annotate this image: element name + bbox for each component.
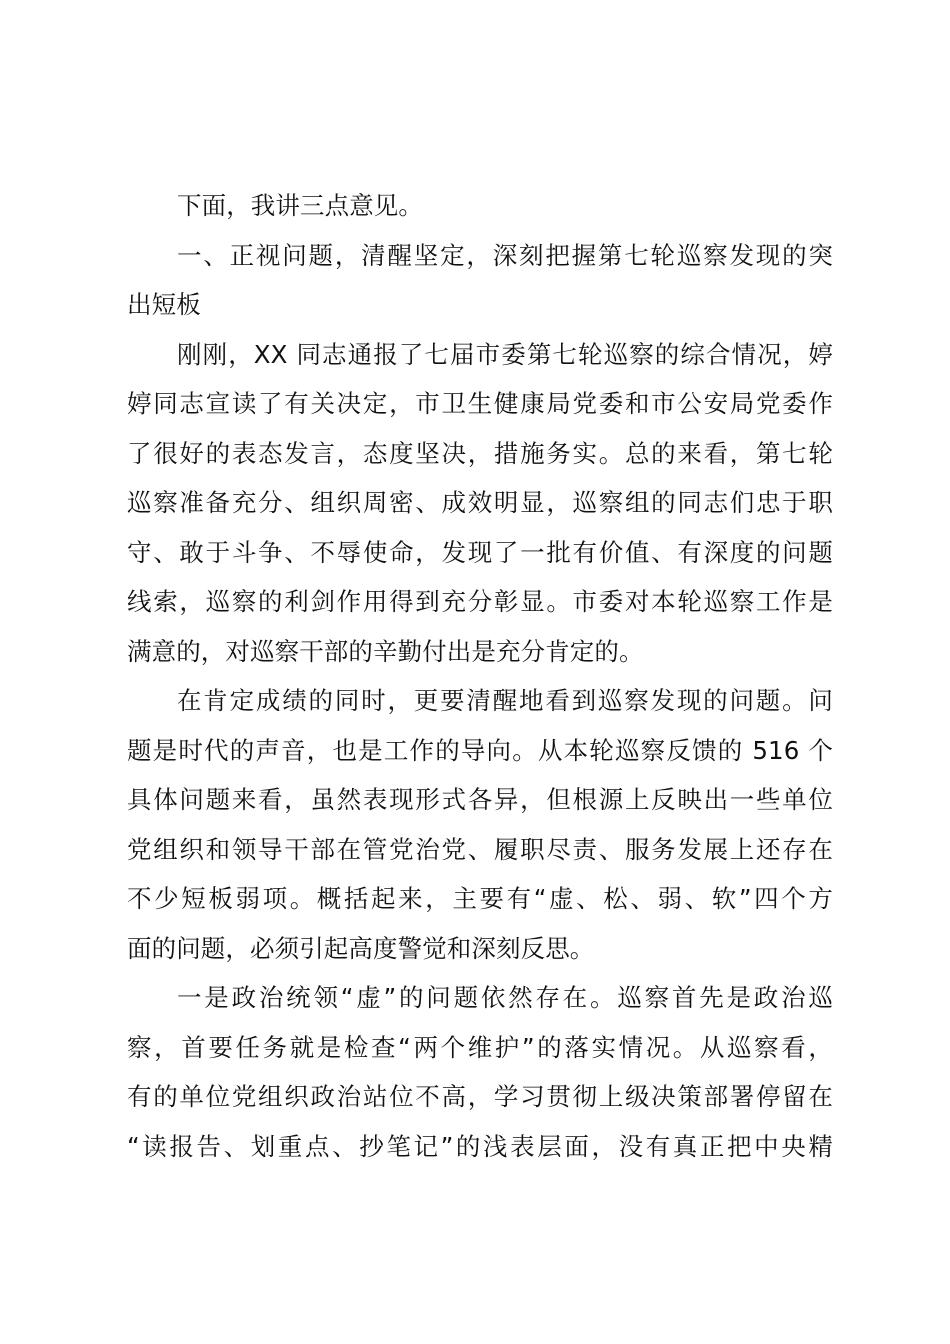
section-heading-line-1: 一、正视问题，清醒坚定，深刻把握第七轮巡察发现的突 xyxy=(177,240,833,270)
paragraph-2-line-5: 不少短板弱项。概括起来，主要有“虚、松、弱、软”四个方 xyxy=(127,884,833,913)
paragraph-2-line-6: 面的问题，必须引起高度警觉和深刻反思。 xyxy=(127,933,595,963)
paragraph-1-line-2: 婷同志宣读了有关决定，市卫生健康局党委和市公安局党委作 xyxy=(127,389,833,418)
paragraph-2-line-3: 具体问题来看，虽然表现形式各异，但根源上反映出一些单位 xyxy=(127,785,833,814)
paragraph-intro: 下面，我讲三点意见。 xyxy=(177,191,423,220)
paragraph-2-line-2: 题是时代的声音，也是工作的导向。从本轮巡察反馈的 516 个 xyxy=(127,735,833,765)
paragraph-1-line-6: 线索，巡察的利剑作用得到充分彰显。市委对本轮巡察工作是 xyxy=(127,587,833,616)
paragraph-3-line-1: 一是政治统领“虚”的问题依然存在。巡察首先是政治巡 xyxy=(177,983,833,1012)
paragraph-3-line-2: 察，首要任务就是检查“两个维护”的落实情况。从巡察看， xyxy=(127,1032,833,1062)
paragraph-1-line-7: 满意的，对巡察干部的辛勤付出是充分肯定的。 xyxy=(127,636,644,666)
section-heading-line-2: 出短板 xyxy=(127,290,201,319)
paragraph-2-line-1: 在肯定成绩的同时，更要清醒地看到巡察发现的问题。问 xyxy=(177,686,833,715)
paragraph-3-line-3: 有的单位党组织政治站位不高，学习贯彻上级决策部署停留在 xyxy=(127,1082,833,1111)
paragraph-3-line-4: “读报告、划重点、抄笔记”的浅表层面，没有真正把中央精 xyxy=(127,1131,833,1161)
paragraph-1-line-5: 守、敢于斗争、不辱使命，发现了一批有价值、有深度的问题 xyxy=(127,537,833,567)
paragraph-2-line-4: 党组织和领导干部在管党治党、履职尽责、服务发展上还存在 xyxy=(127,834,833,864)
paragraph-1-line-3: 了很好的表态发言，态度坚决，措施务实。总的来看，第七轮 xyxy=(127,438,833,468)
paragraph-1-line-4: 巡察准备充分、组织周密、成效明显，巡察组的同志们忠于职 xyxy=(127,488,833,517)
paragraph-1-line-1: 刚刚，XX 同志通报了七届市委第七轮巡察的综合情况，婷 xyxy=(177,339,833,369)
document-body xyxy=(127,181,833,1171)
